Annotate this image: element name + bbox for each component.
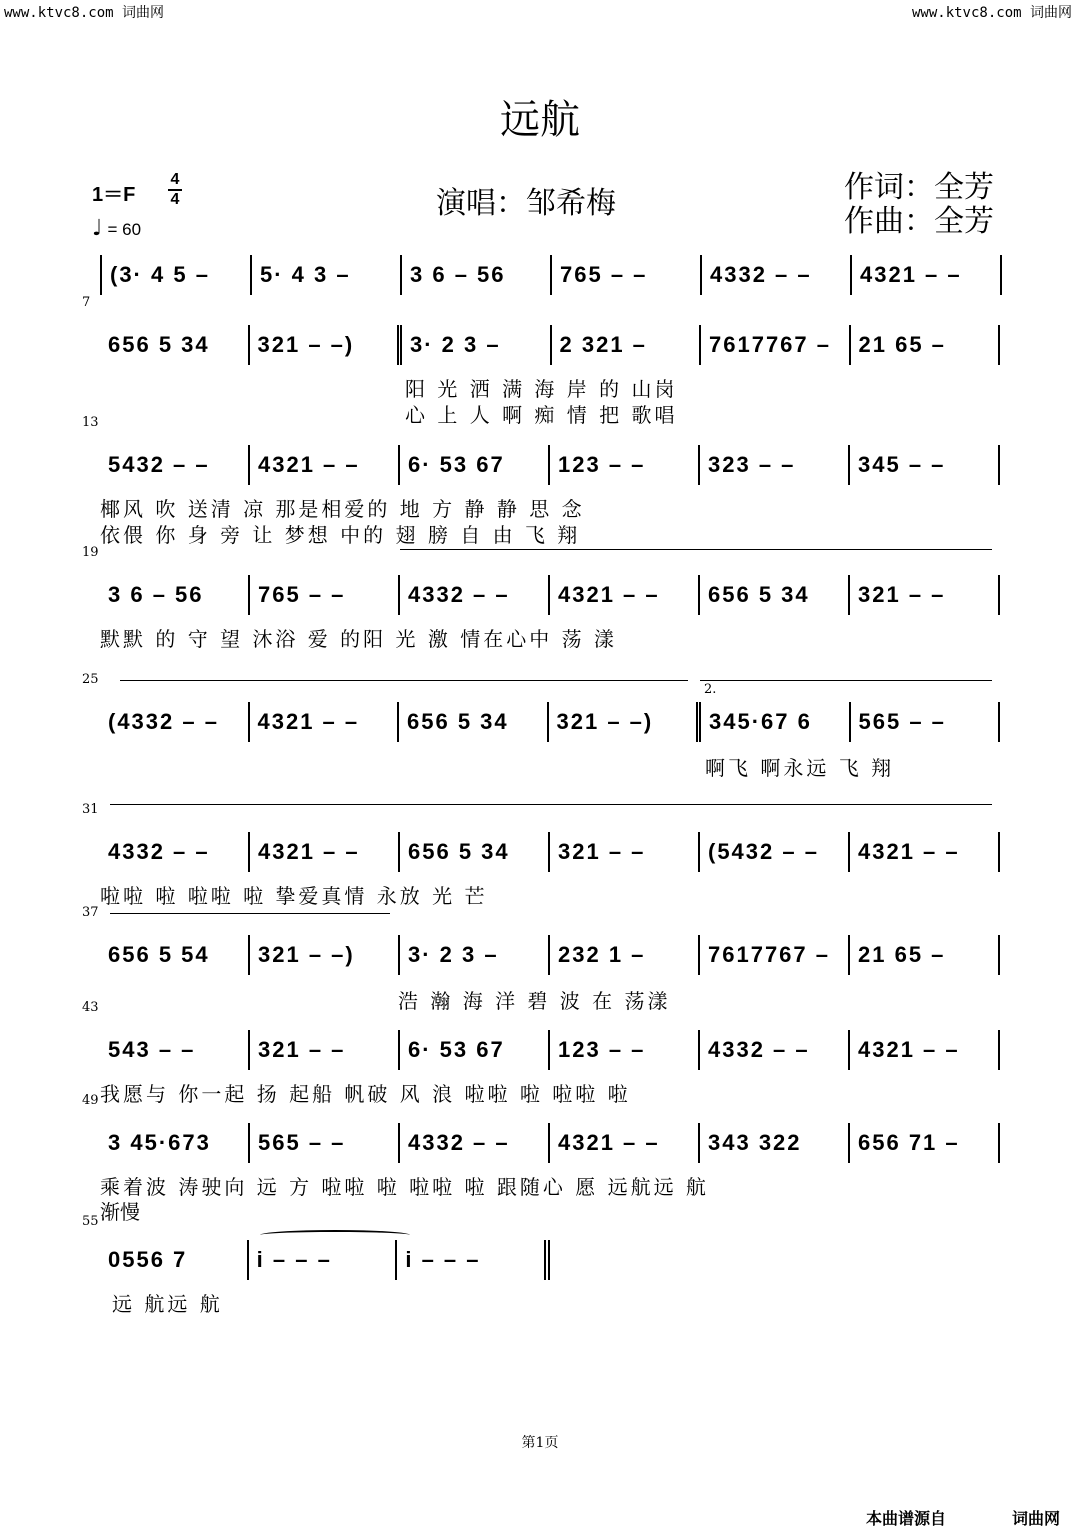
volta-label: 2. (704, 682, 717, 697)
measure: 4332 – – (100, 832, 250, 872)
lyric-line-2: 心 上 人 啊 痴 情 把 歌唱 (405, 403, 678, 427)
measure-row (100, 1240, 550, 1280)
measure-row (100, 445, 1000, 485)
measure: 123 – – (550, 445, 700, 485)
measure: 656 5 34 (700, 575, 850, 615)
measure: 0556 7 (100, 1240, 249, 1280)
measure: 7617767 – (701, 325, 851, 365)
measure: 765 – – (552, 255, 702, 295)
measure: 4321 – – (250, 832, 400, 872)
measure: 656 5 34 (400, 832, 550, 872)
measure-number: 25 (82, 672, 99, 687)
measure: 4332 – – (702, 255, 852, 295)
measure: i – – – (397, 1240, 550, 1280)
measure: 543 – – (100, 1030, 250, 1070)
measure: 2 321 – (552, 325, 702, 365)
measure: 4332 – – (400, 1123, 550, 1163)
measure: 4321 – – (250, 702, 400, 742)
measure: 3 6 – 56 (402, 255, 552, 295)
lyric-line-1: 啦啦 啦 啦啦 啦 挚爱真情 永放 光 芒 (100, 884, 488, 908)
lyric-line-1: 阳 光 洒 满 海 岸 的 山岗 (405, 377, 678, 401)
measure: 4332 – – (700, 1030, 850, 1070)
measure: 3· 2 3 – (400, 935, 550, 975)
volta-bracket (110, 804, 992, 805)
lyric-line-2: 依偎 你 身 旁 让 梦想 中的 翅 膀 自 由 飞 翔 (100, 523, 581, 547)
measure: 6· 53 67 (400, 1030, 550, 1070)
tempo-value: = 60 (107, 220, 142, 239)
tempo-marking: 渐慢 (100, 1200, 140, 1224)
source-label: 本曲谱源自 (866, 1509, 947, 1528)
measure-row (100, 575, 1000, 615)
measure: 321 – – (250, 1030, 400, 1070)
measure: 345 – – (850, 445, 1000, 485)
measure: (3· 4 5 – (102, 255, 252, 295)
key-signature: 1＝F (92, 184, 136, 206)
volta-bracket-1 (120, 680, 688, 681)
measure: 345·67 6 (701, 702, 851, 742)
measure-row (100, 702, 1000, 742)
measure: 4321 – – (852, 255, 1002, 295)
measure: 321 – –) (250, 935, 400, 975)
watermark-left: www.ktvc8.com 词曲网 (4, 5, 165, 21)
measure: 123 – – (550, 1030, 700, 1070)
measure-row (100, 325, 1000, 365)
measure: 4321 – – (550, 1123, 700, 1163)
measure: 6· 53 67 (400, 445, 550, 485)
measure-number: 7 (82, 295, 91, 310)
tempo-mark (92, 216, 141, 241)
measure: 232 1 – (550, 935, 700, 975)
measure: 7617767 – (700, 935, 850, 975)
lyric-line-1: 椰风 吹 送清 凉 那是相爱的 地 方 静 静 思 念 (100, 497, 585, 521)
measure: (4332 – – (100, 702, 250, 742)
tie-arc (260, 1230, 410, 1240)
page-number: 第1页 (521, 1435, 559, 1451)
measure-number: 31 (82, 802, 99, 817)
measure: (5432 – – (700, 832, 850, 872)
lyric-line-1: 默默 的 守 望 沐浴 爱 的阳 光 激 情在心中 荡 漾 (100, 627, 617, 651)
time-bottom: 4 (170, 191, 180, 208)
composer: 作曲：全芳 (844, 204, 994, 239)
measure: 3 6 – 56 (100, 575, 250, 615)
measure: 21 65 – (851, 325, 1001, 365)
measure: 321 – – (850, 575, 1000, 615)
measure: 4321 – – (250, 445, 400, 485)
watermark-right: www.ktvc8.com 词曲网 (911, 5, 1072, 21)
measure: 321 – –) (549, 702, 702, 742)
time-top: 4 (170, 171, 180, 188)
measure: 4321 – – (850, 1030, 1000, 1070)
lyric-line-1: 啊飞 啊永远 飞 翔 (705, 756, 895, 780)
measure: 321 – –) (250, 325, 403, 365)
measure-row (100, 1030, 1000, 1070)
quarter-note-icon: ♩ (92, 216, 103, 241)
lyricist: 作词：全芳 (844, 170, 994, 205)
measure-row (100, 935, 1000, 975)
measure: 4321 – – (550, 575, 700, 615)
volta-bracket-2 (700, 680, 992, 681)
measure-number: 13 (82, 415, 99, 430)
measure: 656 5 34 (100, 325, 250, 365)
volta-bracket (110, 913, 390, 914)
measure-number: 43 (82, 1000, 99, 1015)
measure: 321 – – (550, 832, 700, 872)
measure: 4321 – – (850, 832, 1000, 872)
measure-number: 49 (82, 1093, 99, 1108)
measure: 323 – – (700, 445, 850, 485)
measure-row (100, 832, 1000, 872)
measure-row (100, 255, 1002, 295)
measure-number: 19 (82, 545, 99, 560)
singer: 演唱：邹希梅 (436, 186, 616, 221)
source-site: 词曲网 (1012, 1509, 1061, 1528)
measure-row (100, 1123, 1000, 1163)
measure: 21 65 – (850, 935, 1000, 975)
measure: 656 5 34 (399, 702, 549, 742)
time-signature (168, 172, 182, 208)
measure: 3 45·673 (100, 1123, 250, 1163)
measure: 765 – – (250, 575, 400, 615)
measure: 565 – – (851, 702, 1001, 742)
score-title: 远航 (500, 97, 580, 143)
measure: 656 71 – (850, 1123, 1000, 1163)
lyric-line-1: 我愿与 你一起 扬 起船 帆破 风 浪 啦啦 啦 啦啦 啦 (100, 1082, 631, 1106)
measure-number: 37 (82, 905, 99, 920)
lyric-line-1: 浩 瀚 海 洋 碧 波 在 荡漾 (398, 989, 671, 1013)
lyric-line-1: 乘着波 涛驶向 远 方 啦啦 啦 啦啦 啦 跟随心 愿 远航远 航 (100, 1175, 709, 1199)
volta-bracket (400, 549, 992, 550)
measure: 565 – – (250, 1123, 400, 1163)
measure: 5· 4 3 – (252, 255, 402, 295)
measure: 3· 2 3 – (402, 325, 552, 365)
lyric-line-1: 远 航远 航 (112, 1292, 223, 1316)
measure: i – – – (249, 1240, 398, 1280)
measure: 5432 – – (100, 445, 250, 485)
measure-number: 55 (82, 1214, 99, 1229)
measure: 656 5 54 (100, 935, 250, 975)
measure: 4332 – – (400, 575, 550, 615)
measure: 343 322 (700, 1123, 850, 1163)
